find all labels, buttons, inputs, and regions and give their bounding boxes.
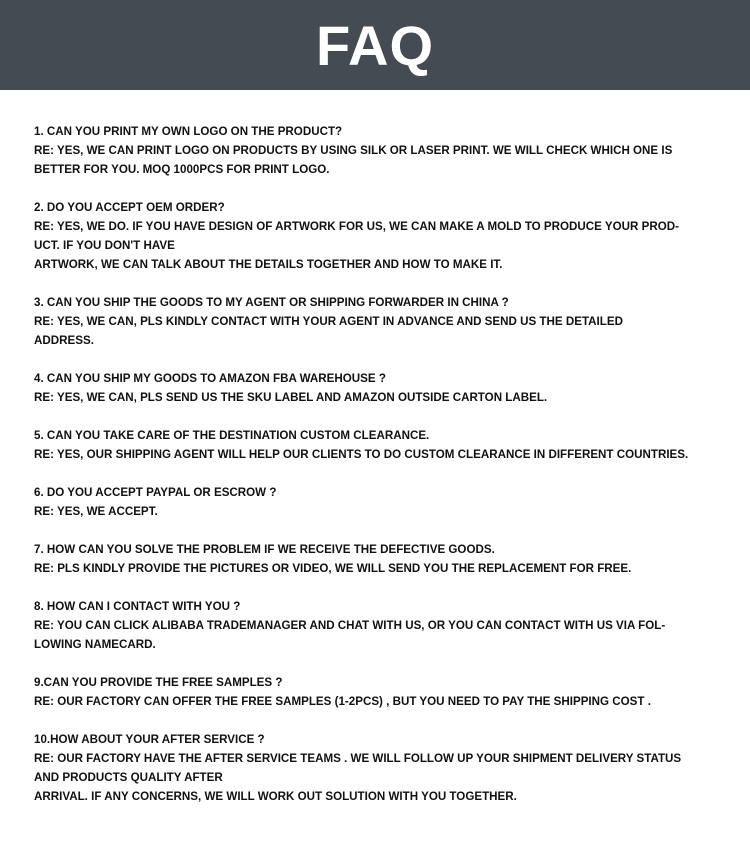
faq-question: 7. HOW CAN YOU SOLVE THE PROBLEM IF WE RECEIVE THE DEFECTIVE GOODS.: [34, 543, 495, 556]
faq-header-banner: [0, 0, 750, 90]
faq-answer-line: RE: YES, WE DO. IF YOU HAVE DESIGN OF ARTWORK FOR US, WE CAN MAKE A MOLD TO PRODUCE YOUR PROD-: [34, 220, 679, 233]
faq-answer-line: ARTWORK, WE CAN TALK ABOUT THE DETAILS TOGETHER AND HOW TO MAKE IT.: [34, 258, 503, 271]
faq-item-6: [34, 483, 734, 521]
faq-answer-line: RE: YES, OUR SHIPPING AGENT WILL HELP OUR CLIENTS TO DO CUSTOM CLEARANCE IN DIFFERENT COUNTRIES.: [34, 448, 689, 461]
faq-answer-line: RE: YES, WE CAN, PLS SEND US THE SKU LABEL AND AMAZON OUTSIDE CARTON LABEL.: [34, 391, 548, 404]
faq-answer-line: ADDRESS.: [34, 334, 94, 347]
faq-answer-line: RE: PLS KINDLY PROVIDE THE PICTURES OR VIDEO, WE WILL SEND YOU THE REPLACEMENT FOR FREE.: [34, 562, 632, 575]
faq-answer-line: RE: OUR FACTORY HAVE THE AFTER SERVICE TEAMS . WE WILL FOLLOW UP YOUR SHIPMENT DELIVERY STATUS: [34, 752, 682, 765]
faq-item-4: [34, 369, 734, 407]
faq-answer-line: RE: YES, WE CAN, PLS KINDLY CONTACT WITH YOUR AGENT IN ADVANCE AND SEND US THE DETAILED: [34, 315, 623, 328]
faq-list: [34, 122, 734, 825]
faq-item-9: [34, 673, 734, 711]
faq-question: 3. CAN YOU SHIP THE GOODS TO MY AGENT OR SHIPPING FORWARDER IN CHINA ?: [34, 296, 509, 309]
faq-answer-line: RE: OUR FACTORY CAN OFFER THE FREE SAMPLES (1-2PCS) , BUT YOU NEED TO PAY THE SHIPPING COST .: [34, 695, 651, 708]
faq-question: 6. DO YOU ACCEPT PAYPAL OR ESCROW ?: [34, 486, 277, 499]
faq-answer-line: RE: YOU CAN CLICK ALIBABA TRADEMANAGER AND CHAT WITH US, OR YOU CAN CONTACT WITH US VIA FOL-: [34, 619, 666, 632]
faq-item-2: [34, 198, 734, 274]
faq-item-1: [34, 122, 734, 179]
faq-answer-line: UCT. IF YOU DON'T HAVE: [34, 239, 175, 252]
faq-question: 4. CAN YOU SHIP MY GOODS TO AMAZON FBA WAREHOUSE ?: [34, 372, 386, 385]
faq-answer-line: AND PRODUCTS QUALITY AFTER: [34, 771, 223, 784]
faq-answer-line: RE: YES, WE CAN PRINT LOGO ON PRODUCTS BY USING SILK OR LASER PRINT. WE WILL CHECK WHICH ONE IS: [34, 144, 673, 157]
faq-item-10: [34, 730, 734, 806]
faq-question: 1. CAN YOU PRINT MY OWN LOGO ON THE PRODUCT?: [34, 125, 343, 138]
page-title: FAQ: [315, 14, 435, 77]
faq-item-5: [34, 426, 734, 464]
faq-item-8: [34, 597, 734, 654]
faq-answer-line: BETTER FOR YOU. MOQ 1000PCS FOR PRINT LOGO.: [34, 163, 330, 176]
faq-answer-line: RE: YES, WE ACCEPT.: [34, 505, 158, 518]
faq-question: 10.HOW ABOUT YOUR AFTER SERVICE ?: [34, 733, 265, 746]
faq-question: 8. HOW CAN I CONTACT WITH YOU ?: [34, 600, 241, 613]
faq-item-3: [34, 293, 734, 350]
faq-question: 9.CAN YOU PROVIDE THE FREE SAMPLES ?: [34, 676, 283, 689]
faq-item-7: [34, 540, 734, 578]
faq-question: 2. DO YOU ACCEPT OEM ORDER?: [34, 201, 225, 214]
faq-answer-line: LOWING NAMECARD.: [34, 638, 156, 651]
faq-question: 5. CAN YOU TAKE CARE OF THE DESTINATION CUSTOM CLEARANCE.: [34, 429, 430, 442]
faq-answer-line: ARRIVAL. IF ANY CONCERNS, WE WILL WORK OUT SOLUTION WITH YOU TOGETHER.: [34, 790, 517, 803]
